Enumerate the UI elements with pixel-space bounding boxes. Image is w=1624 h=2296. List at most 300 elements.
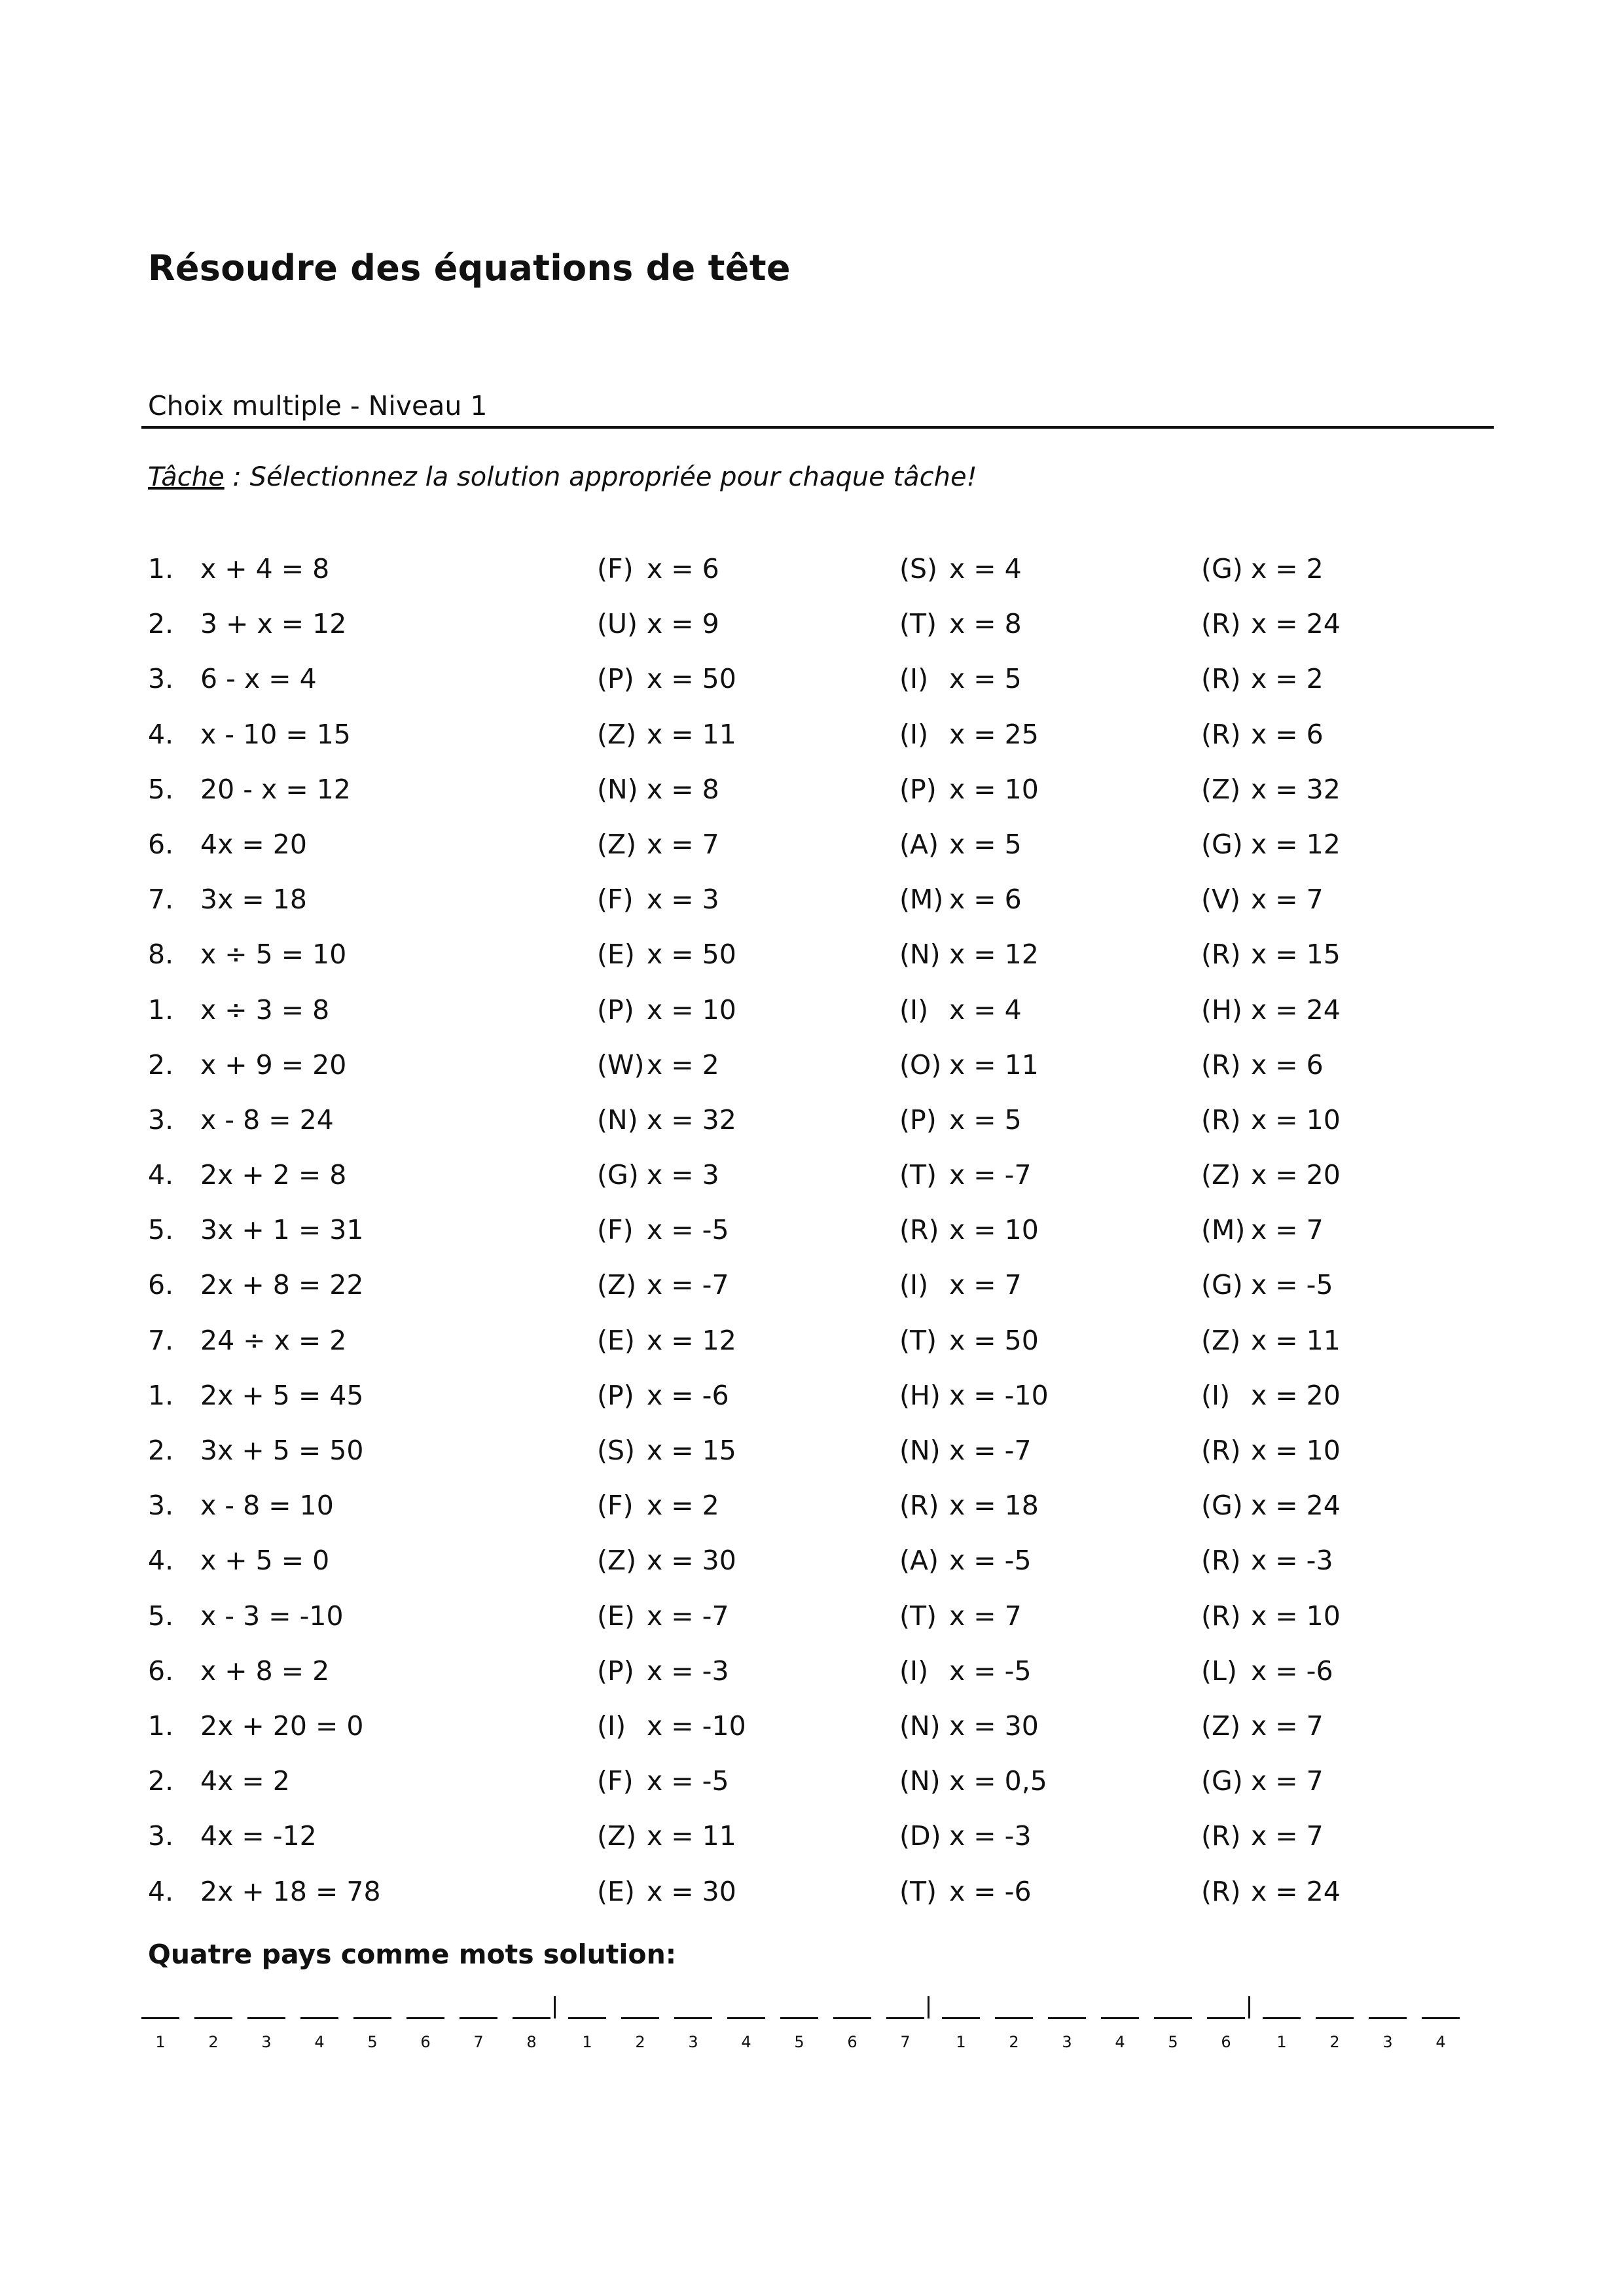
option-letter: (R) [1201, 1875, 1241, 1907]
letter-blank[interactable] [621, 2017, 659, 2019]
option-value: x = 4 [949, 553, 1022, 584]
option-value: x = -6 [1251, 1655, 1333, 1687]
letter-blank[interactable] [1263, 2017, 1301, 2019]
answer-option[interactable] [1201, 663, 1324, 694]
blank-number: 2 [1329, 2033, 1340, 2051]
answer-option[interactable] [1201, 884, 1324, 915]
answer-option[interactable] [899, 1765, 1047, 1797]
option-value: x = 30 [647, 1875, 736, 1907]
exercise-number: 1. [148, 994, 174, 1026]
option-letter: (O) [899, 1049, 942, 1081]
equation: 2x + 18 = 78 [200, 1875, 381, 1907]
answer-option[interactable] [1201, 1435, 1341, 1466]
option-letter: (I) [597, 1710, 626, 1742]
option-letter: (S) [597, 1435, 636, 1466]
task-text: : Sélectionnez la solution appropriée pour chaque tâche! [224, 462, 977, 492]
option-value: x = 12 [949, 939, 1039, 971]
exercise-row [0, 1159, 1624, 1214]
exercise-row [0, 1820, 1624, 1875]
option-letter: (R) [1201, 1435, 1241, 1466]
answer-option[interactable] [899, 1435, 1032, 1466]
letter-blank[interactable] [1154, 2017, 1192, 2019]
answer-option[interactable] [899, 994, 1022, 1026]
exercise-row [0, 1765, 1624, 1820]
answer-option[interactable] [597, 663, 736, 694]
exercise-row [0, 1655, 1624, 1710]
option-value: x = 15 [647, 1435, 736, 1466]
answer-option[interactable] [597, 829, 719, 860]
answer-option[interactable] [899, 553, 1022, 584]
exercise-row [0, 774, 1624, 829]
answer-option[interactable] [597, 774, 719, 805]
answer-option[interactable] [1201, 1214, 1324, 1246]
equation: x - 3 = -10 [200, 1600, 344, 1632]
option-letter: (R) [1201, 1600, 1241, 1632]
option-letter: (R) [1201, 663, 1241, 695]
answer-option[interactable] [899, 663, 1022, 694]
option-value: x = 0,5 [949, 1765, 1047, 1797]
exercise-row [0, 719, 1624, 774]
letter-blank[interactable] [568, 2017, 606, 2019]
equation: x - 8 = 24 [200, 1103, 334, 1136]
equation: 3x + 1 = 31 [200, 1214, 364, 1246]
exercise-row [0, 1104, 1624, 1159]
exercise-list [0, 553, 1624, 1931]
option-value: x = 2 [1251, 663, 1324, 695]
option-letter: (S) [899, 553, 938, 584]
equation: x ÷ 3 = 8 [200, 994, 330, 1026]
letter-blank[interactable] [995, 2017, 1033, 2019]
option-letter: (I) [899, 994, 929, 1026]
option-letter: (Z) [1201, 1324, 1241, 1356]
answer-option[interactable] [899, 1269, 1022, 1300]
option-value: x = 12 [647, 1324, 736, 1356]
exercise-row [0, 1710, 1624, 1765]
exercise-row [0, 553, 1624, 608]
answer-option[interactable] [899, 1710, 1039, 1742]
option-letter: (E) [597, 1324, 635, 1356]
option-value: x = 10 [1251, 1435, 1341, 1466]
exercise-row [0, 1876, 1624, 1931]
letter-blank[interactable] [1369, 2017, 1407, 2019]
option-value: x = 5 [949, 663, 1022, 695]
letter-blank[interactable] [513, 2017, 550, 2019]
option-letter: (N) [597, 773, 638, 805]
letter-blank[interactable] [247, 2017, 285, 2019]
letter-blank[interactable] [353, 2017, 391, 2019]
exercise-number: 1. [148, 1710, 174, 1742]
option-value: x = 7 [1251, 1710, 1324, 1742]
option-letter: (P) [899, 773, 937, 805]
exercise-row [0, 1325, 1624, 1380]
option-value: x = 7 [949, 1269, 1022, 1301]
option-value: x = 3 [647, 884, 719, 916]
exercise-number: 1. [148, 553, 174, 584]
equation: 2x + 5 = 45 [200, 1379, 364, 1411]
answer-option[interactable] [1201, 1876, 1341, 1907]
blank-number: 3 [1062, 2033, 1072, 2051]
option-value: x = 7 [1251, 1820, 1324, 1852]
answer-option[interactable] [597, 1104, 736, 1136]
option-value: x = -10 [647, 1710, 746, 1742]
option-letter: (F) [597, 553, 634, 584]
option-value: x = 20 [1251, 1379, 1341, 1411]
option-value: x = -6 [647, 1379, 729, 1411]
option-letter: (Z) [1201, 773, 1241, 805]
equation: 3 + x = 12 [200, 608, 347, 640]
option-value: x = -3 [647, 1655, 729, 1687]
option-letter: (R) [899, 1490, 939, 1522]
option-letter: (G) [597, 1159, 639, 1191]
blank-number: 7 [900, 2033, 911, 2051]
option-letter: (R) [1201, 1545, 1241, 1577]
answer-option[interactable] [597, 939, 736, 970]
answer-option[interactable] [1201, 1765, 1324, 1797]
option-value: x = -5 [647, 1214, 729, 1246]
option-letter: (R) [1201, 1103, 1241, 1136]
option-letter: (N) [899, 1710, 941, 1742]
option-value: x = 30 [647, 1545, 736, 1577]
answer-option[interactable] [1201, 1710, 1324, 1742]
letter-blank[interactable] [460, 2017, 497, 2019]
answer-option[interactable] [1201, 774, 1341, 805]
option-letter: (N) [899, 939, 941, 971]
answer-option[interactable] [597, 994, 736, 1026]
option-letter: (R) [1201, 1820, 1241, 1852]
answer-option[interactable] [1201, 1049, 1324, 1081]
equation: x + 8 = 2 [200, 1655, 330, 1687]
answer-option[interactable] [1201, 1104, 1341, 1136]
option-value: x = 24 [1251, 1875, 1341, 1907]
option-value: x = 12 [1251, 828, 1341, 860]
answer-option[interactable] [899, 939, 1039, 970]
letter-blank[interactable] [194, 2017, 232, 2019]
exercise-row [0, 1380, 1624, 1435]
blank-number: 6 [420, 2033, 431, 2051]
answer-option[interactable] [1201, 608, 1341, 639]
option-letter: (R) [1201, 608, 1241, 640]
option-letter: (V) [1201, 884, 1241, 916]
option-letter: (M) [1201, 1214, 1246, 1246]
exercise-number: 5. [148, 773, 174, 805]
answer-option[interactable] [597, 884, 719, 915]
answer-option[interactable] [1201, 553, 1324, 584]
answer-option[interactable] [597, 1655, 729, 1687]
option-value: x = 9 [647, 608, 719, 640]
option-letter: (Z) [597, 828, 637, 860]
letter-blank[interactable] [1048, 2017, 1086, 2019]
answer-option[interactable] [597, 1545, 736, 1576]
equation: 3x = 18 [200, 884, 307, 916]
option-letter: (P) [597, 1379, 634, 1411]
answer-option[interactable] [1201, 1159, 1341, 1191]
option-value: x = -6 [949, 1875, 1032, 1907]
answer-option[interactable] [597, 1214, 729, 1246]
letter-blank[interactable] [1316, 2017, 1354, 2019]
equation: x ÷ 5 = 10 [200, 939, 347, 971]
option-value: x = -5 [949, 1545, 1032, 1577]
option-letter: (H) [899, 1379, 941, 1411]
answer-option[interactable] [1201, 1269, 1333, 1300]
option-value: x = 10 [949, 773, 1039, 805]
equation: 4x = 20 [200, 828, 307, 860]
option-letter: (Z) [597, 1545, 637, 1577]
blank-number: 5 [1168, 2033, 1178, 2051]
answer-option[interactable] [899, 608, 1022, 639]
exercise-number: 4. [148, 1545, 174, 1577]
option-letter: (R) [1201, 1049, 1241, 1081]
blank-number: 8 [526, 2033, 537, 2051]
blank-number: 1 [582, 2033, 592, 2051]
answer-option[interactable] [1201, 719, 1324, 750]
answer-option[interactable] [899, 1545, 1032, 1576]
option-value: x = 10 [1251, 1103, 1341, 1136]
answer-option[interactable] [899, 1876, 1032, 1907]
answer-option[interactable] [899, 1655, 1032, 1687]
answer-option[interactable] [1201, 1600, 1341, 1632]
answer-option[interactable] [899, 1049, 1039, 1081]
option-value: x = 20 [1251, 1159, 1341, 1191]
answer-option[interactable] [597, 1876, 736, 1907]
equation: 2x + 20 = 0 [200, 1710, 364, 1742]
exercise-number: 2. [148, 1765, 174, 1797]
letter-blank[interactable] [141, 2017, 179, 2019]
option-value: x = 18 [949, 1490, 1039, 1522]
exercise-number: 5. [148, 1214, 174, 1246]
answer-option[interactable] [597, 1820, 736, 1852]
option-value: x = 10 [1251, 1600, 1341, 1632]
exercise-row [0, 1545, 1624, 1600]
answer-option[interactable] [597, 1765, 729, 1797]
option-letter: (R) [899, 1214, 939, 1246]
blank-number: 1 [956, 2033, 966, 2051]
answer-option[interactable] [1201, 1325, 1341, 1356]
option-letter: (L) [1201, 1655, 1237, 1687]
answer-option[interactable] [1201, 1490, 1341, 1521]
option-value: x = 50 [647, 939, 736, 971]
option-letter: (M) [899, 884, 944, 916]
option-letter: (N) [899, 1765, 941, 1797]
option-value: x = 2 [647, 1049, 719, 1081]
exercise-row [0, 829, 1624, 884]
answer-option[interactable] [1201, 1820, 1324, 1852]
exercise-row [0, 1049, 1624, 1104]
option-value: x = 4 [949, 994, 1022, 1026]
option-value: x = 25 [949, 718, 1039, 750]
exercise-number: 1. [148, 1379, 174, 1411]
option-letter: (I) [899, 1269, 929, 1301]
option-value: x = -5 [647, 1765, 729, 1797]
option-value: x = 50 [949, 1324, 1039, 1356]
option-letter: (P) [899, 1103, 937, 1136]
option-value: x = 6 [949, 884, 1022, 916]
option-value: x = 8 [949, 608, 1022, 640]
blank-number: 3 [261, 2033, 272, 2051]
option-value: x = 10 [647, 994, 736, 1026]
exercise-number: 6. [148, 1655, 174, 1687]
answer-option[interactable] [899, 1820, 1032, 1852]
answer-option[interactable] [1201, 1655, 1333, 1687]
option-letter: (Z) [597, 1820, 637, 1852]
option-letter: (U) [597, 608, 638, 640]
answer-option[interactable] [597, 1380, 729, 1411]
option-letter: (G) [1201, 1269, 1243, 1301]
letter-blank[interactable] [942, 2017, 980, 2019]
exercise-number: 3. [148, 1820, 174, 1852]
exercise-number: 5. [148, 1600, 174, 1632]
option-value: x = 7 [647, 828, 719, 860]
option-letter: (G) [1201, 1765, 1243, 1797]
exercise-number: 3. [148, 1490, 174, 1522]
answer-option[interactable] [1201, 994, 1341, 1026]
answer-option[interactable] [597, 553, 719, 584]
equation: 20 - x = 12 [200, 773, 351, 805]
option-value: x = 5 [949, 1103, 1022, 1136]
answer-option[interactable] [597, 1710, 746, 1742]
option-value: x = -7 [647, 1600, 729, 1632]
answer-option[interactable] [597, 1600, 729, 1632]
equation: x - 10 = 15 [200, 718, 351, 750]
letter-blank[interactable] [406, 2017, 444, 2019]
answer-option[interactable] [899, 774, 1039, 805]
answer-option[interactable] [597, 1325, 736, 1356]
answer-option[interactable] [1201, 829, 1341, 860]
exercise-number: 7. [148, 1324, 174, 1356]
exercise-row [0, 1435, 1624, 1490]
blank-number: 6 [1221, 2033, 1231, 2051]
option-value: x = 2 [1251, 553, 1324, 584]
option-letter: (G) [1201, 828, 1243, 860]
word-separator [928, 1996, 929, 2018]
equation: 4x = 2 [200, 1765, 290, 1797]
option-letter: (P) [597, 663, 634, 695]
equation: 6 - x = 4 [200, 663, 317, 695]
blank-number: 5 [794, 2033, 804, 2051]
answer-option[interactable] [899, 719, 1039, 750]
answer-option[interactable] [1201, 1380, 1341, 1411]
exercise-number: 6. [148, 1269, 174, 1301]
option-value: x = 11 [1251, 1324, 1341, 1356]
letter-blank[interactable] [1101, 2017, 1139, 2019]
option-value: x = -5 [949, 1655, 1032, 1687]
blank-number: 4 [314, 2033, 325, 2051]
exercise-row [0, 663, 1624, 718]
letter-blank[interactable] [833, 2017, 871, 2019]
option-value: x = 2 [647, 1490, 719, 1522]
option-letter: (A) [899, 1545, 939, 1577]
blank-number: 4 [741, 2033, 751, 2051]
exercise-row [0, 939, 1624, 994]
option-letter: (T) [899, 608, 937, 640]
option-value: x = -7 [949, 1435, 1032, 1466]
option-letter: (R) [1201, 939, 1241, 971]
letter-blank[interactable] [674, 2017, 712, 2019]
answer-option[interactable] [1201, 939, 1341, 970]
equation: 3x + 5 = 50 [200, 1435, 364, 1466]
answer-option[interactable] [899, 1104, 1022, 1136]
exercise-number: 2. [148, 1049, 174, 1081]
equation: 4x = -12 [200, 1820, 317, 1852]
letter-blank[interactable] [727, 2017, 765, 2019]
exercise-number: 3. [148, 1103, 174, 1136]
option-value: x = 6 [1251, 718, 1324, 750]
answer-option[interactable] [899, 1325, 1039, 1356]
equation: x + 9 = 20 [200, 1049, 347, 1081]
answer-option[interactable] [899, 884, 1022, 915]
option-letter: (T) [899, 1875, 937, 1907]
option-value: x = 11 [949, 1049, 1039, 1081]
option-letter: (N) [597, 1103, 638, 1136]
option-letter: (T) [899, 1600, 937, 1632]
answer-option[interactable] [899, 1380, 1049, 1411]
answer-option[interactable] [597, 608, 719, 639]
blank-number: 7 [473, 2033, 484, 2051]
option-value: x = 11 [647, 1820, 736, 1852]
answer-option[interactable] [597, 1490, 719, 1521]
option-value: x = -7 [949, 1159, 1032, 1191]
exercise-number: 2. [148, 608, 174, 640]
letter-blank[interactable] [300, 2017, 338, 2019]
blank-number: 4 [1115, 2033, 1125, 2051]
answer-option[interactable] [899, 829, 1022, 860]
blank-number: 3 [688, 2033, 698, 2051]
exercise-number: 4. [148, 718, 174, 750]
blank-number: 3 [1382, 2033, 1393, 2051]
solution-heading: Quatre pays comme mots solution: [148, 1939, 677, 1970]
letter-blank[interactable] [1422, 2017, 1460, 2019]
letter-blank[interactable] [1207, 2017, 1245, 2019]
answer-option[interactable] [597, 1269, 729, 1300]
answer-option[interactable] [1201, 1545, 1333, 1576]
option-letter: (F) [597, 1765, 634, 1797]
exercise-number: 4. [148, 1875, 174, 1907]
exercise-number: 4. [148, 1159, 174, 1191]
option-letter: (A) [899, 828, 939, 860]
answer-option[interactable] [899, 1600, 1022, 1632]
blank-number: 2 [635, 2033, 645, 2051]
option-letter: (F) [597, 884, 634, 916]
option-letter: (T) [899, 1159, 937, 1191]
option-letter: (I) [1201, 1379, 1231, 1411]
task-instruction [148, 462, 977, 492]
option-value: x = 7 [1251, 884, 1324, 916]
answer-option[interactable] [899, 1159, 1032, 1191]
option-letter: (T) [899, 1324, 937, 1356]
letter-blank[interactable] [780, 2017, 818, 2019]
option-letter: (G) [1201, 553, 1243, 584]
option-letter: (N) [899, 1435, 941, 1466]
equation: 2x + 8 = 22 [200, 1269, 364, 1301]
answer-option[interactable] [597, 1159, 719, 1191]
exercise-row [0, 1490, 1624, 1545]
option-letter: (D) [899, 1820, 941, 1852]
option-letter: (P) [597, 1655, 634, 1687]
answer-option[interactable] [899, 1490, 1039, 1521]
equation: x - 8 = 10 [200, 1490, 334, 1522]
answer-option[interactable] [597, 719, 736, 750]
exercise-row [0, 1269, 1624, 1324]
letter-blank[interactable] [886, 2017, 924, 2019]
answer-option[interactable] [899, 1214, 1039, 1246]
answer-option[interactable] [597, 1435, 736, 1466]
answer-option[interactable] [597, 1049, 719, 1081]
option-value: x = 10 [949, 1214, 1039, 1246]
option-letter: (P) [597, 994, 634, 1026]
option-letter: (E) [597, 1875, 635, 1907]
task-label: Tâche [148, 462, 225, 492]
option-value: x = 24 [1251, 608, 1341, 640]
option-value: x = -3 [949, 1820, 1032, 1852]
